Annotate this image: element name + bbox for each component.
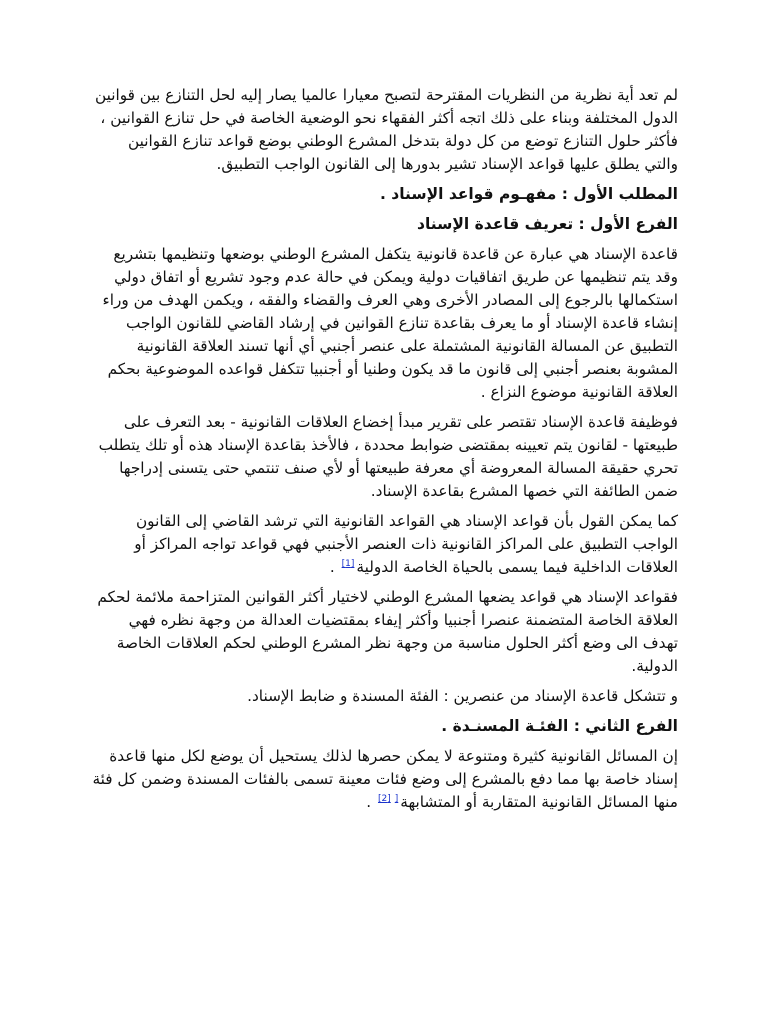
subsection-heading-definition: الفرع الأول : تعريف قاعدة الإسناد bbox=[417, 215, 678, 233]
intro-paragraph: لم تعد أية نظرية من النظريات المقترحة لتصبح معيارا عالميا يصار إليه لحل التنازع بين قوانين الدول المختلفة وبناء على ذلك اتجه أكثر الفقهاء نحو الوضعية الخاصة في حل تنازع القوانين ، فأكثر حلول التنازع توضع من كل دولة بتدخل المشرع الوطني بوضع قواعد تنازع القوانين والتي يطلق عليها قواعد الإسناد تشير بدورها إلى القانون الواجب التطبيق. bbox=[94, 86, 678, 173]
footnote-link-1[interactable]: [1] bbox=[341, 558, 355, 569]
footnote-link-bracket[interactable]: [ bbox=[394, 793, 399, 804]
rules-paragraph-end: . bbox=[329, 558, 340, 576]
footnote-link-2[interactable]: [2] bbox=[377, 793, 391, 804]
purpose-paragraph: فقواعد الإسناد هي قواعد يضعها المشرع الوطني لاختيار أكثر القوانين المتزاحمة ملائمة لحكم العلاقة الخاصة المتضمنة عنصرا أجنبيا وأكثر إيفاء بمقتضيات العدالة من وجهة نظره فهي تهدف الى وضع أكثر الحلول مناسبة من وجهة نظر المشرع الوطني لحكم العلاقات الخاصة الدولية. bbox=[97, 588, 678, 675]
document-page bbox=[92, 84, 678, 821]
definition-paragraph: قاعدة الإسناد هي عبارة عن قاعدة قانونية يتكفل المشرع الوطني بوضعها وتنظيمها بتشريع وقد يتم تنظيمها عن طريق اتفاقيات دولية ويمكن في حالة عدم وجود تشريع أو اتفاق دولي استكمالها بالرجوع إلى المصادر الأخرى وهي العرف والقضاء والفقه ، ويكمن الهدف من وراء إنشاء قاعدة الإسناد أو ما يعرف بقاعدة تنازع القوانين في إرشاد القاضي للقانون الواجب التطبيق عن المسالة القانونية المشتملة على عنصر أجنبي أي أنها تسند العلاقة القانونية المشوبة بعنصر أجنبي إلى قانون ما قد يكون وطنيا أو أجنبيا تتكفل قواعده الموضوعية بحكم العلاقة القانونية موضوع النزاع . bbox=[102, 245, 678, 401]
elements-paragraph: و تتشكل قاعدة الإسناد من عنصرين : الفئة المسندة و ضابط الإسناد. bbox=[247, 687, 678, 705]
subsection-heading-category: الفرع الثاني : الفئـة المسنـدة . bbox=[441, 717, 678, 735]
category-paragraph bbox=[92, 745, 678, 814]
section-heading-concept: المطلب الأول : مفهـوم قواعد الإسناد . bbox=[379, 185, 678, 203]
category-paragraph-end: . bbox=[366, 793, 376, 811]
category-paragraph-text: إن المسائل القانونية كثيرة ومتنوعة لا يمكن حصرها لذلك يستحيل أن يوضع لكل منها قاعدة إسناد خاصة بها مما دفع بالمشرع إلى وضع فئات معينة تسمى بالفئات المسندة وضمن كل فئة منها المسائل القانونية المتقاربة أو المتشابهة bbox=[92, 747, 678, 811]
rules-paragraph bbox=[92, 510, 678, 579]
function-paragraph: فوظيفة قاعدة الإسناد تقتصر على تقرير مبدأ إخضاع العلاقات القانونية - بعد التعرف على طبيعتها - لقانون يتم تعيينه بمقتضى ضوابط محددة ، فالأخذ بقاعدة الإسناد هذه أو تلك يتطلب تحري حقيقة المسالة المعروضة أي معرفة طبيعتها أو لأي صنف تنتمي حتى يتسنى إدراجها ضمن الطائفة التي خصها المشرع بقاعدة الإسناد. bbox=[98, 413, 678, 500]
rules-paragraph-text: كما يمكن القول بأن قواعد الإسناد هي القواعد القانونية التي ترشد القاضي إلى القانون الواجب التطبيق على المراكز القانونية ذات العنصر الأجنبي فهي قواعد تواجه المراكز أو العلاقات الداخلية فيما يسمى بالحياة الخاصة الدولية bbox=[134, 512, 678, 576]
